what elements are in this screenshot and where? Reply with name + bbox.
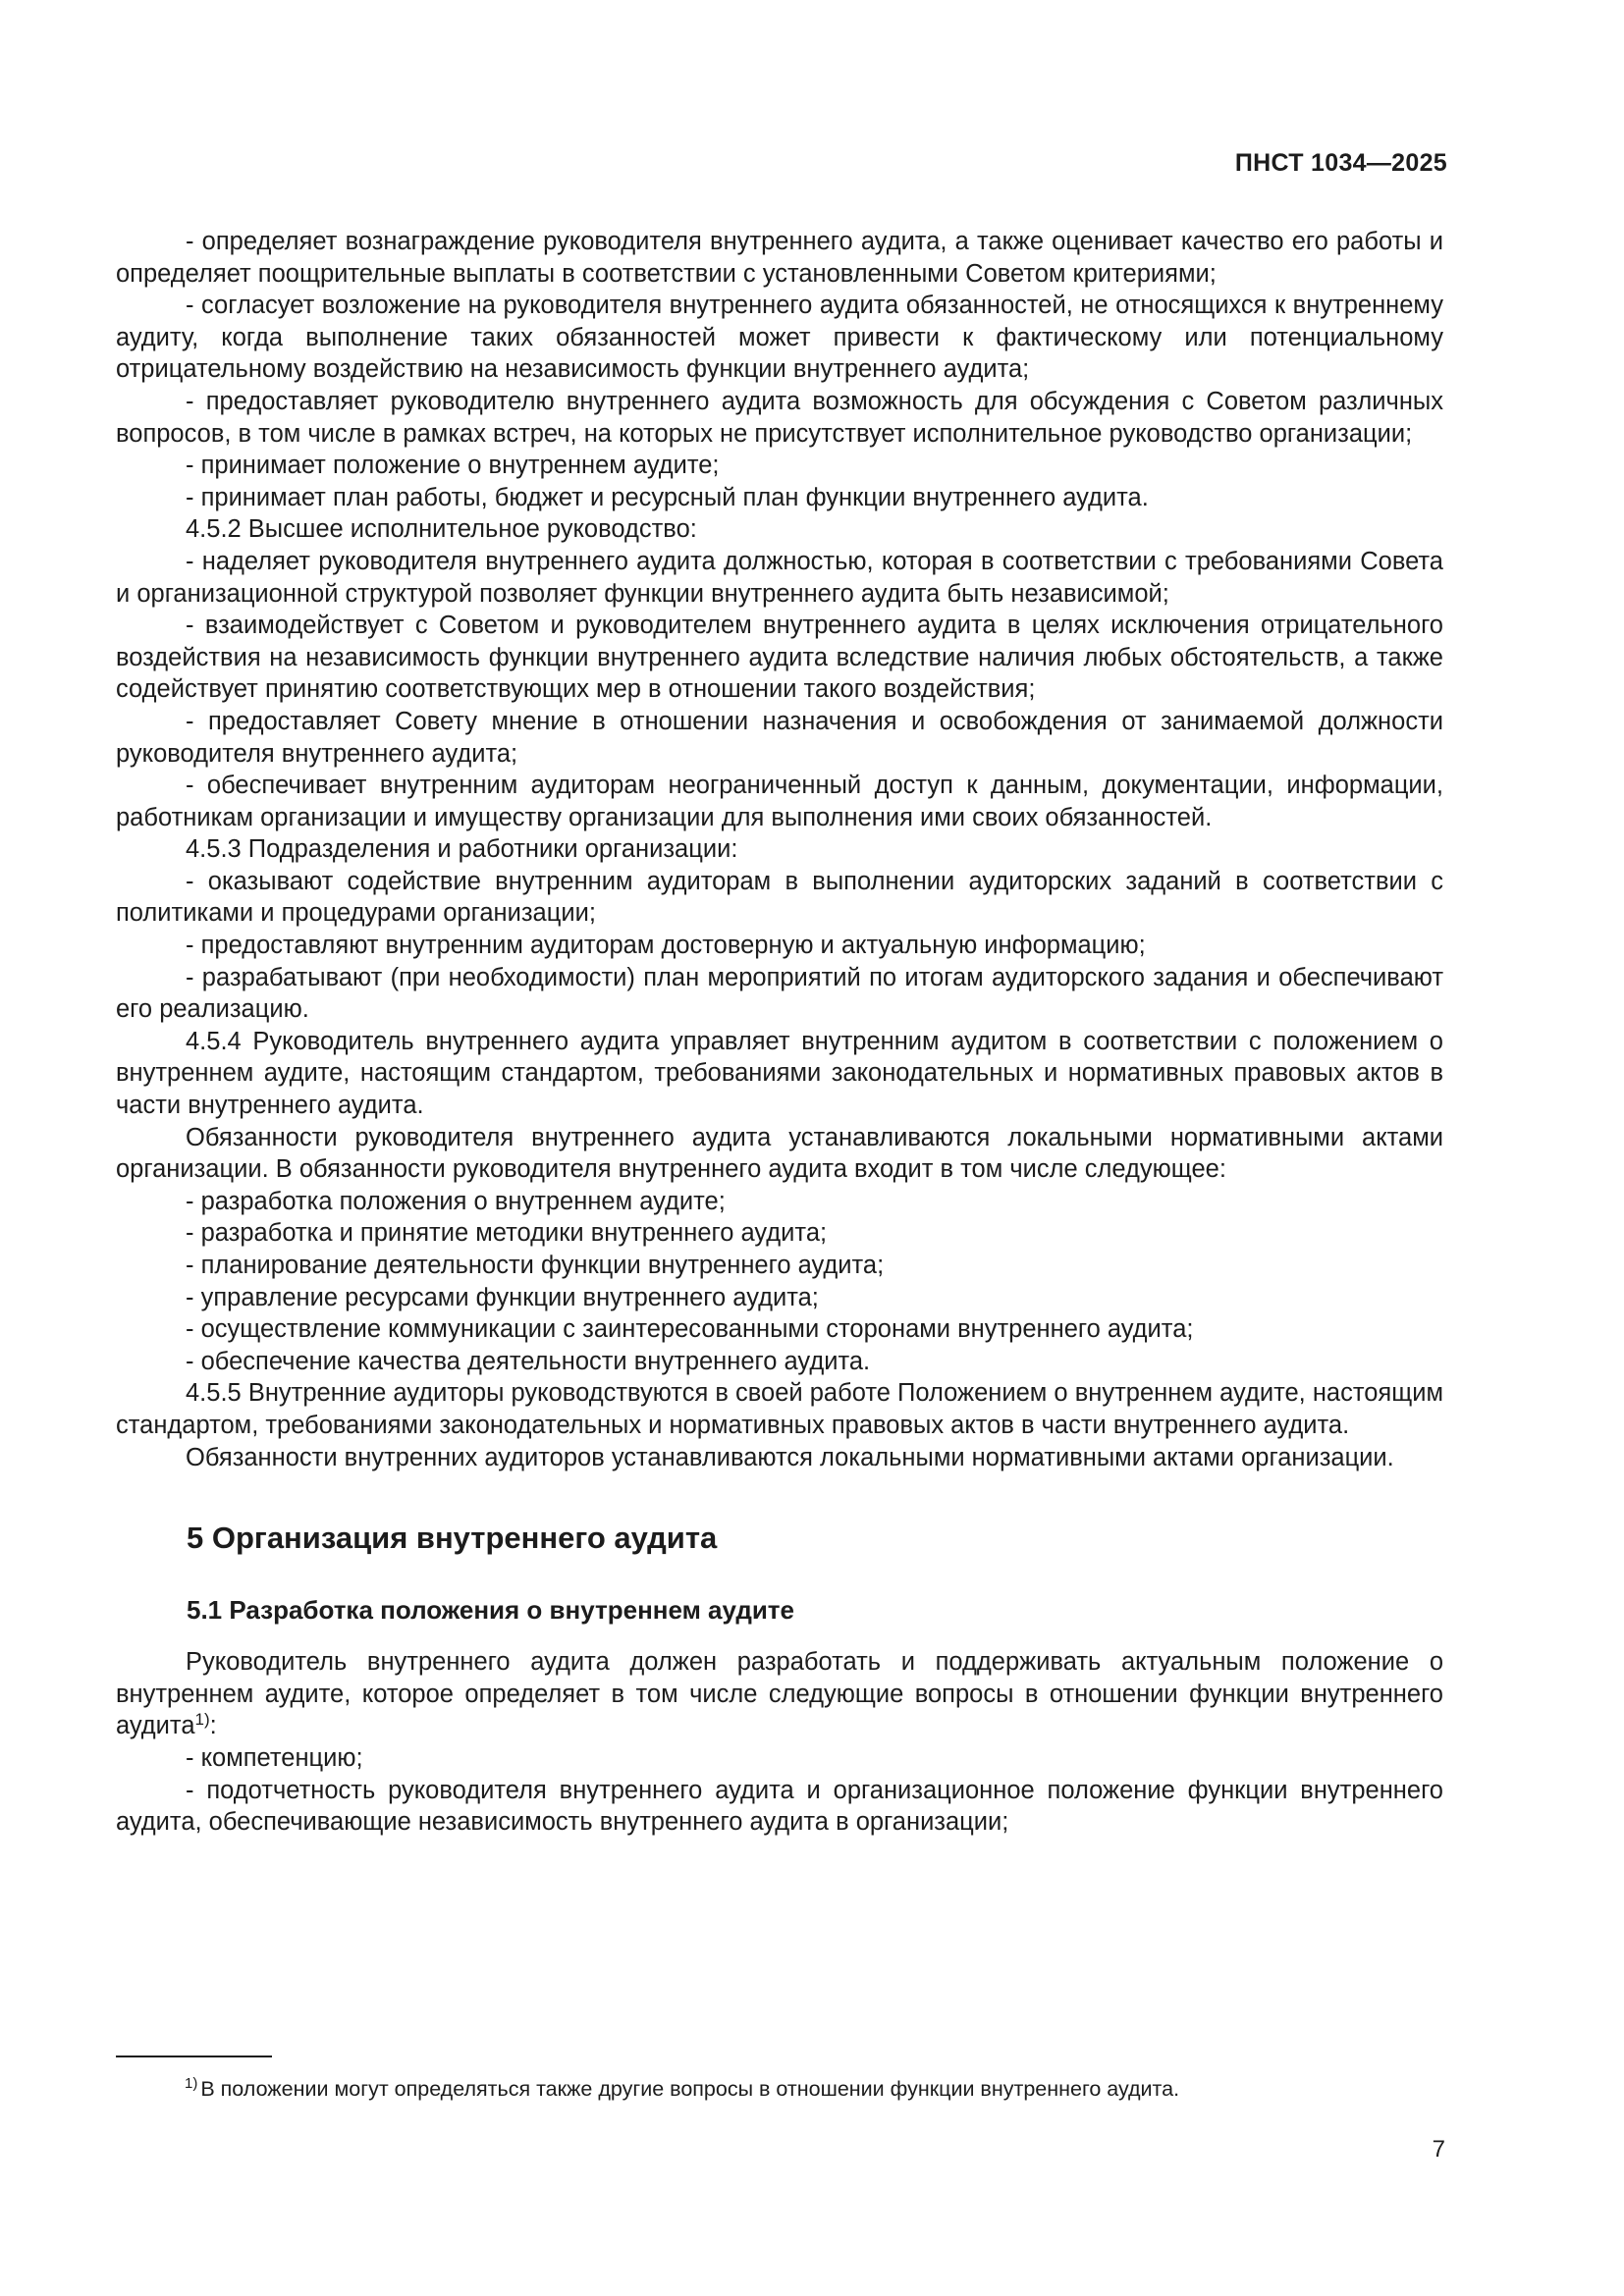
footnote-mark: 1): [185, 2075, 198, 2092]
paragraph: - разрабатывают (при необходимости) план мероприятий по итогам аудиторского задания и обеспечивают его реализацию.: [116, 963, 1443, 1024]
paragraph: - принимает план работы, бюджет и ресурсный план функции внутреннего аудита.: [186, 483, 1149, 511]
paragraph: - принимает положение о внутреннем аудите;: [186, 452, 720, 480]
paragraph: Обязанности руководителя внутреннего аудита устанавливаются локальными нормативными актами организации. В обязанности руководителя внутреннего аудита входит в том числе следующее:: [116, 1123, 1443, 1184]
intro-text: Руководитель внутреннего аудита должен разработать и поддерживать актуальным положение о внутреннем аудите, которое определяет в том числе следующие вопросы в отношении функции внутреннего аудита: [116, 1648, 1443, 1740]
paragraph: - обеспечивает внутренним аудиторам неограниченный доступ к данным, документации, информации, работникам организации и имуществу организации для выполнения ими своих обязанностей.: [116, 772, 1443, 831]
paragraph: Обязанности внутренних аудиторов устанавливаются локальными нормативными актами организации.: [186, 1443, 1394, 1471]
paragraph: - наделяет руководителя внутреннего аудита должностью, которая в соответствии с требованиями Совета и организационной структурой позволяет функции внутреннего аудита быть независимой;: [116, 547, 1443, 608]
paragraph: - осуществление коммуникации с заинтересованными сторонами внутреннего аудита;: [186, 1315, 1194, 1344]
paragraph: - оказывают содействие внутренним аудиторам в выполнении аудиторских заданий в соответствии с политиками и процедурами организации;: [116, 867, 1443, 928]
paragraph: - согласует возложение на руководителя внутреннего аудита обязанностей, не относящихся к внутреннему аудиту, когда выполнение таких обязанностей может привести к фактическому или потенциальному отрицательному воздействию на независимость функции внутреннего аудита;: [116, 292, 1443, 384]
paragraph: - предоставляет Совету мнение в отношении назначения и освобождения от занимаемой должности руководителя внутреннего аудита;: [116, 707, 1443, 768]
paragraph: - предоставляют внутренним аудиторам достоверную и актуальную информацию;: [186, 932, 1146, 960]
clause-heading: 4.5.3 Подразделения и работники организации:: [186, 835, 738, 864]
paragraph: 4.5.5 Внутренние аудиторы руководствуются в своей работе Положением о внутреннем аудите, настоящим стандартом, требованиями законодательных и нормативных правовых актов в части внутреннего аудита.: [116, 1379, 1443, 1439]
paragraph: - предоставляет руководителю внутреннего аудита возможность для обсуждения с Советом различных вопросов, в том числе в рамках встреч, на которых не присутствует исполнительное руководство организации;: [116, 387, 1443, 448]
paragraph: - разработка и принятие методики внутреннего аудита;: [186, 1219, 828, 1248]
paragraph: - управление ресурсами функции внутреннего аудита;: [186, 1283, 819, 1311]
paragraph: 4.5.4 Руководитель внутреннего аудита управляет внутренним аудитом в соответствии с положением о внутреннем аудите, настоящим стандартом, требованиями законодательных и нормативных правовых актов в части внутреннего аудита.: [116, 1027, 1443, 1120]
paragraph: [116, 1646, 1443, 1742]
footnote-reference[interactable]: 1): [194, 1710, 210, 1730]
paragraph: - определяет вознаграждение руководителя внутреннего аудита, а также оценивает качество его работы и определяет поощрительные выплаты в соответствии с установленными Советом критериями;: [116, 228, 1443, 288]
section-heading: 5 Организация внутреннего аудита: [187, 1521, 718, 1556]
footnote: [185, 2075, 1179, 2103]
page-number: 7: [1432, 2136, 1445, 2163]
paragraph: - разработка положения о внутреннем аудите;: [186, 1187, 726, 1215]
paragraph: - компетенцию;: [186, 1743, 363, 1772]
paragraph: - взаимодействует с Советом и руководителем внутреннего аудита в целях исключения отрицательного воздействия на независимость функции внутреннего аудита вследствие наличия любых обстоятельств, а также содействует принятию соответствующих мер в отношении такого воздействия;: [116, 612, 1443, 704]
subsection-heading: 5.1 Разработка положения о внутреннем аудите: [187, 1595, 794, 1626]
footnote-text: В положении могут определяться также другие вопросы в отношении функции внутреннего аудита.: [200, 2077, 1180, 2101]
intro-colon: :: [209, 1712, 217, 1740]
body-text: [116, 226, 1443, 1839]
paragraph: - обеспечение качества деятельности внутреннего аудита.: [186, 1347, 871, 1375]
document-code: ПНСТ 1034—2025: [1234, 149, 1447, 177]
footnote-divider: [116, 2056, 272, 2057]
paragraph: - планирование деятельности функции внутреннего аудита;: [186, 1252, 885, 1279]
clause-heading: 4.5.2 Высшее исполнительное руководство:: [186, 515, 697, 544]
paragraph: - подотчетность руководителя внутреннего аудита и организационное положение функции внутреннего аудита, обеспечивающие независимость внутреннего аудита в организации;: [116, 1776, 1443, 1837]
